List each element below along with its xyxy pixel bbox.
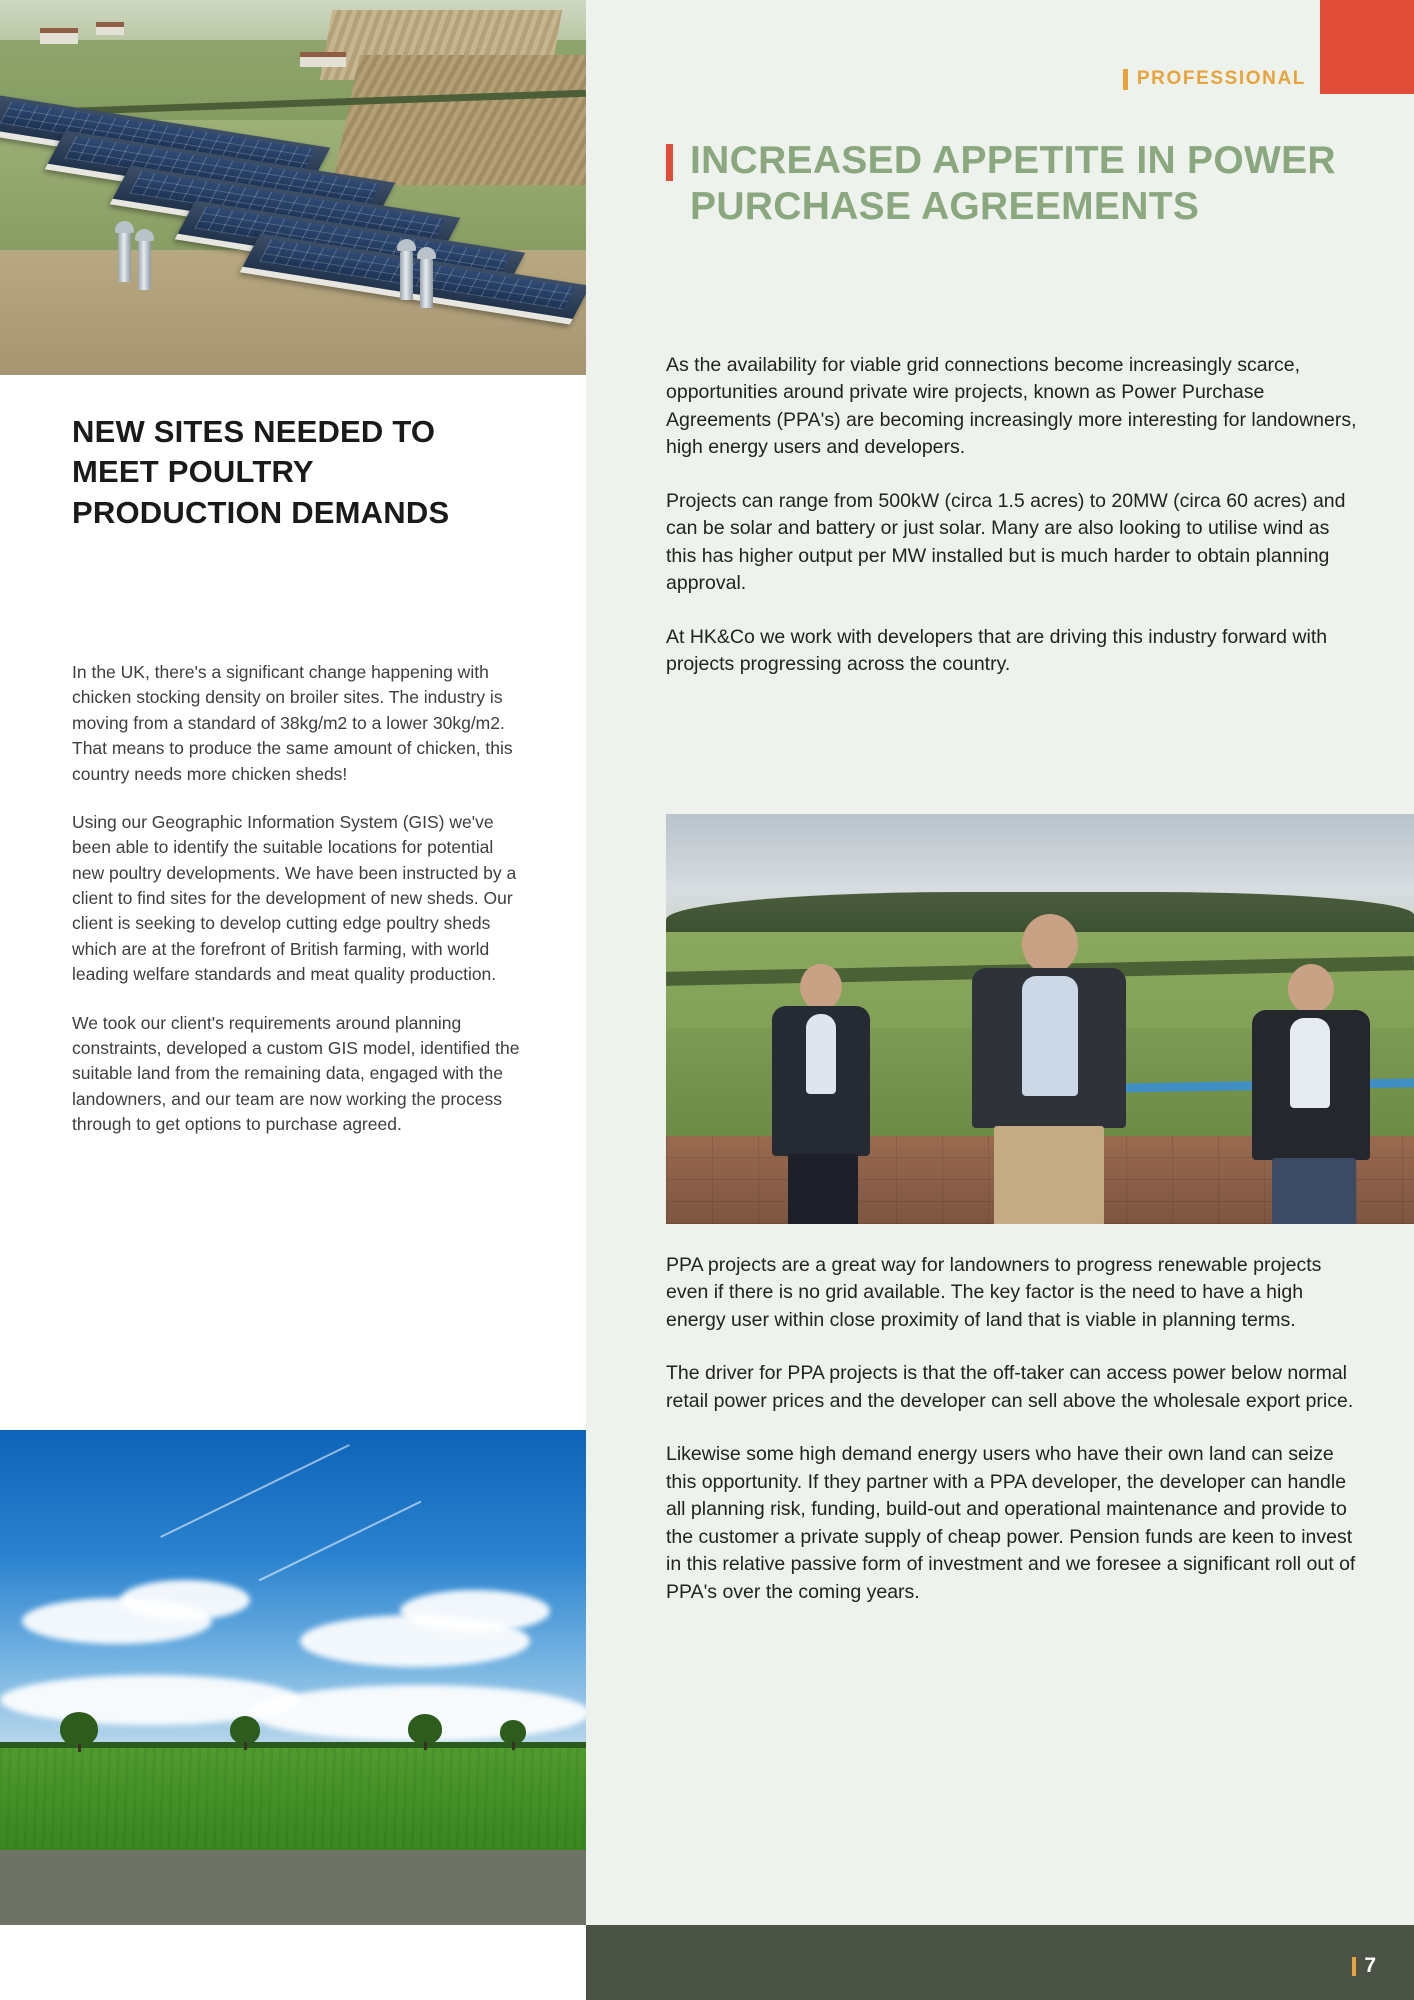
left-body-text (72, 660, 524, 1160)
page-number-bar-icon (1352, 1957, 1356, 1976)
kicker-label: PROFESSIONAL (1136, 68, 1306, 89)
tree-3 (408, 1714, 442, 1744)
photo-ploughed-field-near (332, 55, 586, 185)
left-paragraph-3: We took our client's requirements around planning constraints, developed a custom GIS model, identified the suitable land from the remaining data, engaged with the landowners, and our team are now working the process through to get options to purchase agreed. (72, 1012, 520, 1134)
photo-farm-building-1 (40, 28, 78, 44)
photo-farm-building-3 (300, 52, 346, 67)
poultry-sheds-photo (0, 0, 586, 375)
feed-silo-3 (400, 248, 413, 300)
right-headline: INCREASED APPETITE IN POWER PURCHASE AGREEMENTS (690, 139, 1336, 228)
kicker-bar-icon (1123, 69, 1128, 90)
right-paragraph-1: As the availability for viable grid connections become increasingly scarce, opportunities around private wire projects, known as Power Purchase Agreements (PPA's) are becoming increasingly more interesting for landowners, high energy users and developers. (666, 354, 1357, 459)
site-visit-photo (666, 814, 1414, 1224)
cloud-2 (120, 1580, 250, 1620)
tree-2 (230, 1716, 260, 1744)
right-paragraph-4: PPA projects are a great way for landowners to progress renewable projects even if there is no grid available. The key factor is the need to have a high energy user within close proximity of land that is viable in planning terms. (666, 1254, 1322, 1331)
person-left (766, 964, 876, 1224)
left-column (0, 0, 586, 1925)
page-number (1352, 1954, 1376, 1978)
corner-accent-block (1320, 0, 1414, 94)
person-centre (966, 914, 1131, 1224)
right-paragraph-5: The driver for PPA projects is that the off-taker can access power below normal retail power prices and the developer can sell above the wholesale export price. (666, 1362, 1354, 1412)
page-number-label: 7 (1364, 1954, 1376, 1977)
person-right (1246, 964, 1376, 1224)
cloud-4 (400, 1590, 550, 1632)
right-paragraph-2: Projects can range from 500kW (circa 1.5 acres) to 20MW (circa 60 acres) and can be solar and battery or just solar. Many are also looking to utilise wind as this has higher output per MW installed but is much harder to obtain planning approval. (666, 489, 1346, 595)
right-paragraph-6: Likewise some high demand energy users who have their own land can seize this opportunity. If they partner with a PPA developer, the developer can handle all planning risk, funding, build-out and operational maintenance and provide to the customer a private supply of cheap power. Pension funds are keen to invest in this relative passive form of investment and we foresee a significant roll out of PPA's over the coming years. (666, 1443, 1356, 1603)
feed-silo-2 (138, 238, 151, 290)
right-body-top (666, 352, 1361, 705)
left-headline: NEW SITES NEEDED TO MEET POULTRY PRODUCTION DEMANDS (72, 414, 450, 530)
feed-silo-4 (420, 256, 433, 308)
headline-accent-bar-icon (666, 144, 673, 181)
right-paragraph-3: At HK&Co we work with developers that are driving this industry forward with projects progressing across the country. (666, 625, 1328, 676)
footer-right-band (586, 1925, 1414, 2000)
tree-1 (60, 1712, 98, 1746)
left-paragraph-1: In the UK, there's a significant change happening with chicken stocking density on broiler sites. The industry is moving from a standard of 38kg/m2 to a lower 30kg/m2. That means to produce the same amount of chicken, this country needs more chicken sheds! (72, 662, 513, 784)
footer-left-band (0, 1850, 586, 1925)
feed-silo-1 (118, 230, 131, 282)
tree-4 (500, 1720, 526, 1744)
photo-farm-building-2 (96, 22, 124, 35)
left-paragraph-2: Using our Geographic Information System (GIS) we've been able to identify the suitable locations for potential new poultry developments. We have been instructed by a client to find sites for the development of new sheds. Our client is seeking to develop cutting edge poultry sheds which are at the forefront of British farming, with world leading welfare standards and meat quality production. (72, 811, 517, 985)
right-body-bottom (666, 1252, 1361, 1632)
section-kicker (1123, 68, 1306, 90)
